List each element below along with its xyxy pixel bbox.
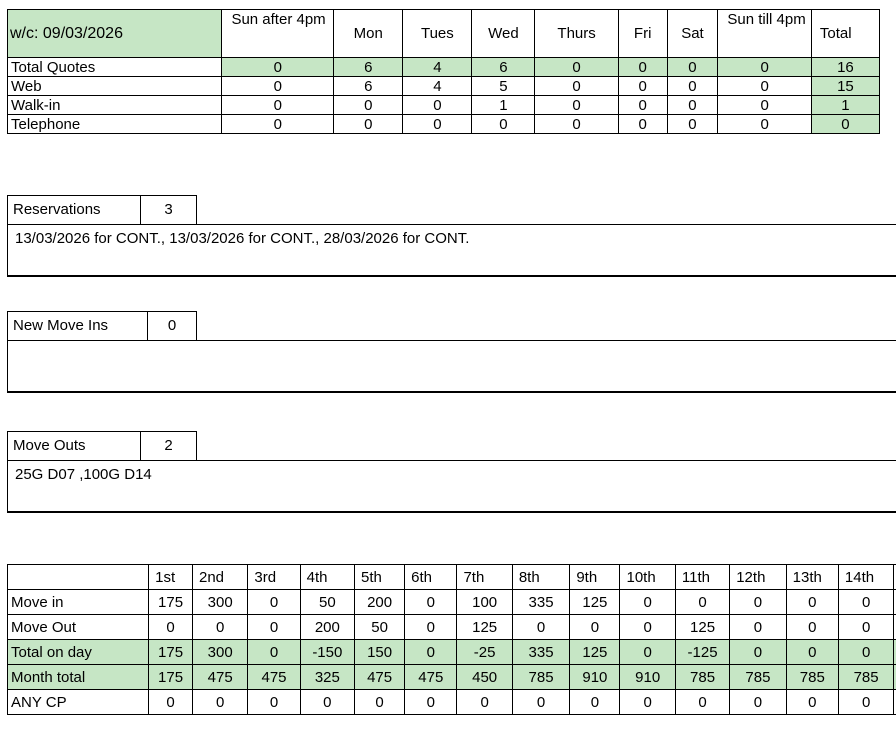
cell: 6 bbox=[334, 58, 403, 77]
cell: 0 bbox=[620, 640, 675, 665]
cell: 0 bbox=[667, 115, 718, 134]
day-header: 14th bbox=[838, 565, 893, 590]
cell: 785 bbox=[730, 665, 786, 690]
cell: 5 bbox=[472, 77, 535, 96]
cell: 0 bbox=[730, 640, 786, 665]
monthly-row-any-cp bbox=[8, 690, 896, 715]
day-header: 7th bbox=[457, 565, 512, 590]
cell: 0 bbox=[248, 690, 300, 715]
cell: 910 bbox=[570, 665, 620, 690]
row-label: Web bbox=[8, 77, 222, 96]
day-header: 2nd bbox=[193, 565, 248, 590]
header-thurs: Thurs bbox=[535, 10, 618, 58]
cell: 0 bbox=[730, 615, 786, 640]
cell: 0 bbox=[667, 96, 718, 115]
cell: 175 bbox=[149, 640, 193, 665]
day-header: 1st bbox=[149, 565, 193, 590]
cell: 0 bbox=[718, 115, 812, 134]
quotes-row-web bbox=[8, 77, 880, 96]
move-outs-details bbox=[7, 460, 896, 513]
cell: -25 bbox=[457, 640, 512, 665]
week-commencing-label: w/c: 09/03/2026 bbox=[8, 10, 222, 58]
cell: 0 bbox=[838, 690, 893, 715]
row-label: Move in bbox=[8, 590, 149, 615]
cell: 785 bbox=[675, 665, 729, 690]
cell: 0 bbox=[618, 96, 667, 115]
cell: 0 bbox=[334, 96, 403, 115]
cell: 0 bbox=[620, 690, 675, 715]
header-mon: Mon bbox=[334, 10, 403, 58]
cell: 335 bbox=[512, 590, 569, 615]
cell: 475 bbox=[405, 665, 457, 690]
header-wed: Wed bbox=[472, 10, 535, 58]
cell: 325 bbox=[300, 665, 354, 690]
monthly-header-row bbox=[8, 565, 896, 590]
cell: 910 bbox=[620, 665, 675, 690]
reservations-count: 3 bbox=[164, 201, 173, 218]
total-cell: 16 bbox=[811, 58, 879, 77]
cell: 0 bbox=[535, 58, 618, 77]
monthly-movement-table bbox=[7, 564, 896, 715]
cell: 125 bbox=[457, 615, 512, 640]
cell: 200 bbox=[355, 590, 405, 615]
cell: 475 bbox=[355, 665, 405, 690]
cell: 125 bbox=[675, 615, 729, 640]
cell: 0 bbox=[620, 615, 675, 640]
header-sun-after-4pm: Sun after 4pm bbox=[222, 10, 334, 58]
cell: 0 bbox=[570, 615, 620, 640]
move-ins-label: New Move Ins bbox=[8, 312, 148, 340]
cell: 0 bbox=[405, 690, 457, 715]
cell: 0 bbox=[300, 690, 354, 715]
cell: 0 bbox=[618, 77, 667, 96]
cell: 0 bbox=[786, 590, 838, 615]
cell: 175 bbox=[149, 590, 193, 615]
cell: 450 bbox=[457, 665, 512, 690]
cell: 0 bbox=[222, 58, 334, 77]
cell: 0 bbox=[786, 640, 838, 665]
cell: 335 bbox=[512, 640, 569, 665]
corner-cell bbox=[8, 565, 149, 590]
row-label: Telephone bbox=[8, 115, 222, 134]
cell: 0 bbox=[675, 590, 729, 615]
row-label: Move Out bbox=[8, 615, 149, 640]
cell: 0 bbox=[248, 590, 300, 615]
cell: 0 bbox=[248, 640, 300, 665]
cell: 0 bbox=[618, 58, 667, 77]
cell: 0 bbox=[222, 77, 334, 96]
row-label: ANY CP bbox=[8, 690, 149, 715]
cell: 0 bbox=[838, 615, 893, 640]
move-outs-label: Move Outs bbox=[8, 432, 141, 460]
cell: 0 bbox=[570, 690, 620, 715]
total-cell: 15 bbox=[811, 77, 879, 96]
cell: 0 bbox=[472, 115, 535, 134]
cell: 0 bbox=[730, 590, 786, 615]
cell: 0 bbox=[405, 590, 457, 615]
weekly-quotes-table bbox=[7, 9, 880, 134]
quotes-row-total bbox=[8, 58, 880, 77]
cell: 0 bbox=[403, 115, 472, 134]
cell: 0 bbox=[620, 590, 675, 615]
move-outs-details-text: 25G D07 ,100G D14 bbox=[15, 466, 152, 483]
cell: 0 bbox=[512, 615, 569, 640]
cell: 785 bbox=[786, 665, 838, 690]
monthly-row-total-on-day bbox=[8, 640, 896, 665]
cell: 0 bbox=[667, 77, 718, 96]
cell: 0 bbox=[718, 96, 812, 115]
cell: 0 bbox=[149, 690, 193, 715]
cell: 475 bbox=[193, 665, 248, 690]
day-header: 8th bbox=[512, 565, 569, 590]
cell: 125 bbox=[570, 590, 620, 615]
total-cell: 0 bbox=[811, 115, 879, 134]
cell: 0 bbox=[193, 690, 248, 715]
day-header: 3rd bbox=[248, 565, 300, 590]
cell: 0 bbox=[535, 96, 618, 115]
cell: 0 bbox=[535, 115, 618, 134]
row-label: Total on day bbox=[8, 640, 149, 665]
row-label: Walk-in bbox=[8, 96, 222, 115]
day-header: 6th bbox=[405, 565, 457, 590]
cell: 6 bbox=[334, 77, 403, 96]
day-header: 9th bbox=[570, 565, 620, 590]
row-label: Total Quotes bbox=[8, 58, 222, 77]
cell: 0 bbox=[457, 690, 512, 715]
cell: 4 bbox=[403, 58, 472, 77]
cell: 0 bbox=[222, 115, 334, 134]
cell: 0 bbox=[786, 615, 838, 640]
cell: 0 bbox=[222, 96, 334, 115]
cell: 785 bbox=[512, 665, 569, 690]
cell: 100 bbox=[457, 590, 512, 615]
day-header: 10th bbox=[620, 565, 675, 590]
cell: 0 bbox=[512, 690, 569, 715]
cell: 0 bbox=[838, 640, 893, 665]
cell: 0 bbox=[193, 615, 248, 640]
quotes-row-telephone bbox=[8, 115, 880, 134]
quotes-row-walk-in bbox=[8, 96, 880, 115]
cell: 0 bbox=[718, 77, 812, 96]
cell: 200 bbox=[300, 615, 354, 640]
cell: 785 bbox=[838, 665, 893, 690]
cell: 0 bbox=[718, 58, 812, 77]
quotes-header-row bbox=[8, 10, 880, 58]
header-sat: Sat bbox=[667, 10, 718, 58]
day-header: 11th bbox=[675, 565, 729, 590]
cell: 0 bbox=[675, 690, 729, 715]
cell: 0 bbox=[535, 77, 618, 96]
day-header: 5th bbox=[355, 565, 405, 590]
day-header: 4th bbox=[300, 565, 354, 590]
cell: -150 bbox=[300, 640, 354, 665]
cell: 0 bbox=[355, 690, 405, 715]
cell: 0 bbox=[403, 96, 472, 115]
total-cell: 1 bbox=[811, 96, 879, 115]
move-ins-count: 0 bbox=[167, 317, 177, 334]
row-label: Month total bbox=[8, 665, 149, 690]
cell: 125 bbox=[570, 640, 620, 665]
monthly-row-move-out bbox=[8, 615, 896, 640]
move-ins-details bbox=[7, 340, 896, 393]
header-total: Total bbox=[811, 10, 879, 58]
cell: 0 bbox=[786, 690, 838, 715]
monthly-row-month-total bbox=[8, 665, 896, 690]
cell: 0 bbox=[618, 115, 667, 134]
header-tues: Tues bbox=[403, 10, 472, 58]
move-ins-label-box bbox=[7, 311, 197, 340]
move-outs-count: 2 bbox=[164, 437, 173, 454]
header-fri: Fri bbox=[618, 10, 667, 58]
cell: 150 bbox=[355, 640, 405, 665]
cell: 50 bbox=[300, 590, 354, 615]
cell: 1 bbox=[472, 96, 535, 115]
cell: 0 bbox=[667, 58, 718, 77]
move-outs-label-box bbox=[7, 431, 197, 460]
cell: -125 bbox=[675, 640, 729, 665]
cell: 0 bbox=[405, 640, 457, 665]
cell: 300 bbox=[193, 590, 248, 615]
reservations-label-box bbox=[7, 195, 197, 224]
cell: 175 bbox=[149, 665, 193, 690]
cell: 0 bbox=[248, 615, 300, 640]
day-header: 13th bbox=[786, 565, 838, 590]
monthly-row-move-in bbox=[8, 590, 896, 615]
cell: 0 bbox=[149, 615, 193, 640]
reservations-details bbox=[7, 224, 896, 277]
cell: 475 bbox=[248, 665, 300, 690]
cell: 50 bbox=[355, 615, 405, 640]
cell: 0 bbox=[730, 690, 786, 715]
cell: 0 bbox=[334, 115, 403, 134]
day-header: 12th bbox=[730, 565, 786, 590]
cell: 0 bbox=[838, 590, 893, 615]
cell: 6 bbox=[472, 58, 535, 77]
reservations-details-text: 13/03/2026 for CONT., 13/03/2026 for CONT., 28/03/2026 for CONT. bbox=[15, 230, 470, 247]
cell: 300 bbox=[193, 640, 248, 665]
reservations-label: Reservations bbox=[8, 196, 141, 224]
cell: 0 bbox=[405, 615, 457, 640]
cell: 4 bbox=[403, 77, 472, 96]
header-sun-till-4pm: Sun till 4pm bbox=[718, 10, 812, 58]
